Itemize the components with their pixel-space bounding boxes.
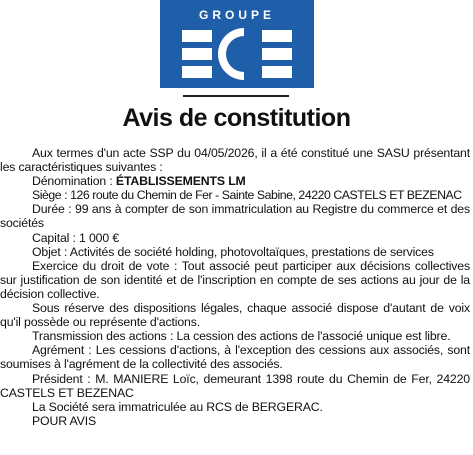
- paragraph-transmission: Transmission des actions : La cession des actions de l'associé unique est libre.: [32, 329, 451, 344]
- denomination-label: Dénomination :: [32, 174, 116, 189]
- title-divider: [183, 95, 289, 97]
- paragraph-rcs: La Société sera immatriculée au RCS de BERGERAC.: [32, 399, 323, 414]
- denomination-value: ÉTABLISSEMENTS LM: [115, 174, 246, 189]
- paragraph-agrement: Agrément : Les cessions d'actions, à l'exception des cessions aux associés, sont soumises à l'agrément de la collectivité des associés.: [0, 343, 470, 372]
- paragraph-objet: Objet : Activités de société holding, photovoltaïques, prestations de services: [32, 244, 434, 259]
- paragraph-president: Président : M. MANIERE Loïc, demeurant 1398 route du Chemin de Fer, 24220 CASTELS ET BEZENAC: [0, 371, 470, 400]
- paragraph-voix: Sous réserve des dispositions légales, chaque associé dispose d'autant de voix qu'il possède ou représente d'actions.: [0, 301, 470, 330]
- groupe-logo: [160, 0, 314, 88]
- paragraph-droit-de-vote: Exercice du droit de vote : Tout associé peut participer aux décisions collectives sur justification de son identité et de l'inscription en compte de ses actions au jour de la décision collective.: [0, 258, 470, 301]
- paragraph-pour-avis: POUR AVIS: [32, 413, 97, 428]
- paragraph-duree: Durée : 99 ans à compter de son immatriculation au Registre du commerce et des sociétés: [0, 202, 470, 231]
- page-title: Avis de constitution: [122, 104, 351, 132]
- notice-body: [0, 146, 470, 428]
- paragraph-intro: Aux termes d'un acte SSP du 04/05/2026, il a été constitué une SASU présentant les caractéristiques suivantes :: [0, 146, 470, 175]
- paragraph-capital: Capital : 1 000 €: [32, 230, 120, 245]
- ece-logo-icon: [182, 26, 292, 82]
- paragraph-denomination: [0, 174, 470, 188]
- logo-text: GROUPE: [198, 8, 275, 22]
- paragraph-siege: Siège : 126 route du Chemin de Fer - Sainte Sabine, 24220 CASTELS ET BEZENAC: [32, 188, 462, 203]
